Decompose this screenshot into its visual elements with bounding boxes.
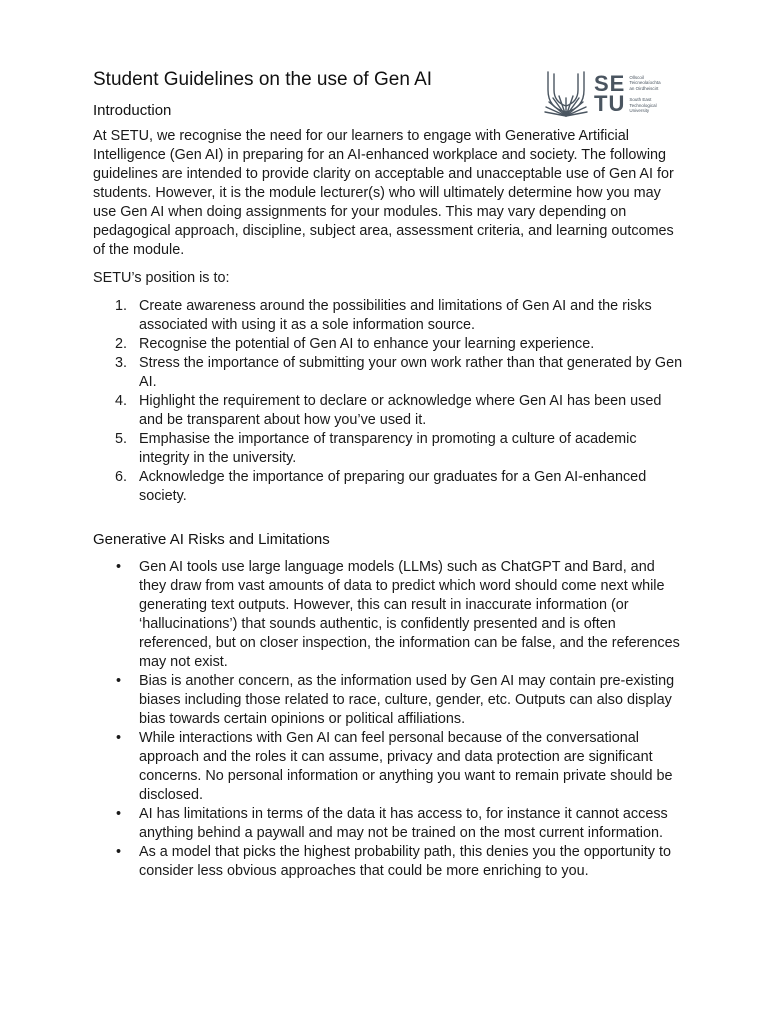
list-item: 2. Recognise the potential of Gen AI to enhance your learning experience.: [115, 336, 595, 352]
logo-english-line-2: Technological: [629, 102, 657, 108]
bullet-icon: •: [116, 806, 122, 822]
bullet-icon: •: [116, 844, 122, 860]
logo-irish-line-1: Ollscoil: [629, 74, 644, 80]
list-item: • AI has limitations in terms of the data it has access to, for instance it cannot access anything behind a paywall and may not be trained on the most current information.: [116, 806, 668, 841]
list-item: 6. Acknowledge the importance of preparing our graduates for a Gen AI-enhanced society.: [115, 469, 647, 504]
logo-english-line-1: South East: [629, 97, 652, 102]
list-item: • Bias is another concern, as the information used by Gen AI may contain pre-existing biases including those related to race, culture, gender, etc. Outputs can also display bias towards certain opinions or political affiliations.: [116, 673, 675, 727]
risks-heading: Generative AI Risks and Limitations: [93, 531, 330, 548]
intro-heading: Introduction: [93, 102, 172, 119]
list-item: 4. Highlight the requirement to declare or acknowledge where Gen AI has been used and be transparent about how you’ve used it.: [115, 393, 662, 428]
position-list: [93, 297, 683, 506]
bullet-icon: •: [116, 730, 122, 746]
bullet-icon: •: [116, 673, 122, 689]
list-item: 3. Stress the importance of submitting your own work rather than that generated by Gen AI.: [115, 355, 683, 390]
risks-list: [93, 558, 683, 881]
list-item: • As a model that picks the highest probability path, this denies you the opportunity to consider less obvious approaches that could be more enriching to you.: [116, 844, 671, 879]
logo-word-se: SE: [594, 71, 626, 96]
document-body: [93, 100, 683, 881]
page-title: Student Guidelines on the use of Gen AI: [93, 69, 433, 90]
logo-irish-line-2: Teicneolaíochta: [629, 80, 661, 85]
position-lead: SETU’s position is to:: [93, 270, 230, 286]
logo-irish-line-3: an Oirdheiscirt: [629, 85, 659, 91]
bullet-icon: •: [116, 559, 122, 575]
logo-english-line-3: University: [629, 108, 650, 113]
list-item: • Gen AI tools use large language models (LLMs) such as ChatGPT and Bard, and they draw from vast amounts of data to predict which word should come next while generating text outputs. However, this can result in inaccurate information (or ‘hallucinations’) that sounds authentic, is confidently presented and is often referenced, but on closer inspection, the information can be false, and the references may not exist.: [116, 559, 680, 670]
intro-paragraph: At SETU, we recognise the need for our learners to engage with Generative Artificial Intelligence (Gen AI) in preparing for an AI-enhanced workplace and society. The following guidelines are intended to provide clarity on acceptable and unacceptable use of Gen AI for students. However, it is the module lecturer(s) who will ultimately determine how you may use Gen AI when doing assignments for your modules. This may vary depending on pedagogical approach, discipline, subject area, assessment criteria, and learning outcomes of the module.: [93, 128, 674, 258]
list-item: 5. Emphasise the importance of transparency in promoting a culture of academic integrity in the university.: [115, 431, 637, 466]
logo-word-tu: TU: [594, 91, 626, 116]
list-item: 1. Create awareness around the possibilities and limitations of Gen AI and the risks associated with using it as a sole information source.: [115, 298, 652, 333]
list-item: • While interactions with Gen AI can feel personal because of the conversational approach and the roles it can assume, privacy and data protection are significant concerns. No personal information or anything you want to remain private should be disclosed.: [116, 730, 673, 803]
